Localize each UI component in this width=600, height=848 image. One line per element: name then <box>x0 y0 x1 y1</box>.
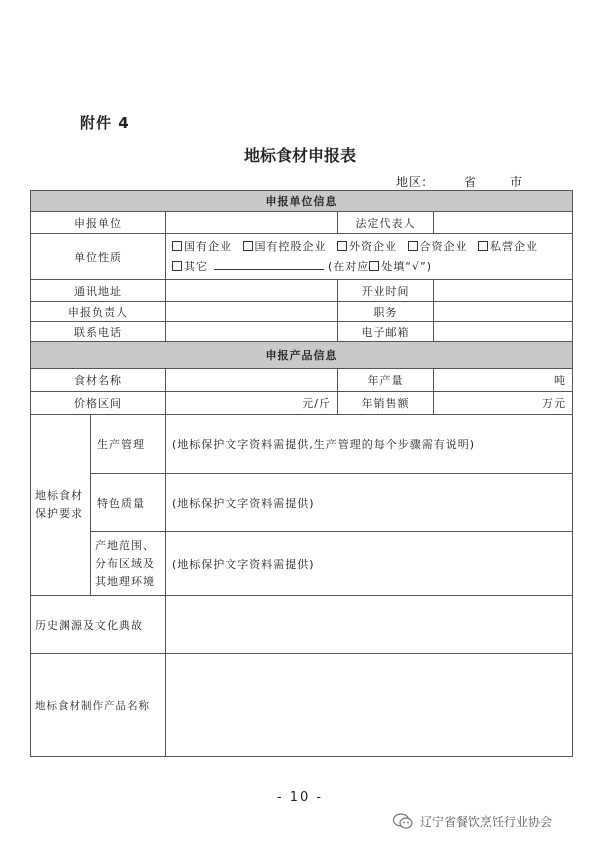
checkbox-icon[interactable] <box>172 241 182 251</box>
table-row <box>31 532 573 596</box>
table-row <box>31 234 573 280</box>
table-row <box>31 302 573 322</box>
annual-output-field[interactable]: 吨 <box>434 369 573 392</box>
region-label: 地区: <box>396 175 428 189</box>
unit-nature-label: 单位性质 <box>31 234 166 280</box>
products-label: 地标食材制作产品名称 <box>31 654 166 757</box>
legal-rep-label: 法定代表人 <box>338 212 434 234</box>
option-state-holding[interactable]: 国有控股企业 <box>243 240 327 253</box>
province-label: 省 <box>464 175 478 189</box>
option-joint[interactable]: 合资企业 <box>408 240 468 253</box>
contact-person-field[interactable] <box>166 302 338 322</box>
table-row <box>31 654 573 757</box>
annual-sales-label: 年销售额 <box>338 392 434 415</box>
checkbox-icon[interactable] <box>478 241 488 251</box>
application-form-table <box>30 190 573 757</box>
email-label: 电子邮箱 <box>338 322 434 342</box>
position-label: 职务 <box>338 302 434 322</box>
section-title: 申报产品信息 <box>31 342 573 369</box>
wechat-icon <box>392 812 414 830</box>
opening-time-label: 开业时间 <box>338 280 434 302</box>
address-label: 通讯地址 <box>31 280 166 302</box>
contact-person-label: 申报负责人 <box>31 302 166 322</box>
option-state-owned[interactable]: 国有企业 <box>172 240 232 253</box>
production-mgmt-field[interactable]: (地标保护文字资料需提供,生产管理的每个步骤需有说明) <box>166 415 573 474</box>
address-field[interactable] <box>166 280 338 302</box>
attachment-label: 附件 4 <box>80 114 130 132</box>
other-hint-pre: (在对应 <box>328 259 370 273</box>
area-label: 产地范围、分布区域及其地理环境 <box>91 532 166 596</box>
other-hint-post: 处填“√”) <box>381 259 432 273</box>
table-row <box>31 322 573 342</box>
quality-field[interactable]: (地标保护文字资料需提供) <box>166 474 573 532</box>
table-row <box>31 369 573 392</box>
city-label: 市 <box>510 175 524 189</box>
section-header-product-info <box>31 342 573 369</box>
checkbox-icon[interactable] <box>243 241 253 251</box>
history-field[interactable] <box>166 596 573 654</box>
annual-output-label: 年产量 <box>338 369 434 392</box>
area-field[interactable]: (地标保护文字资料需提供) <box>166 532 573 596</box>
page-number: - 10 - <box>276 790 324 805</box>
checkbox-icon[interactable] <box>172 261 182 271</box>
position-field[interactable] <box>434 302 573 322</box>
form-title: 地标食材申报表 <box>243 146 356 165</box>
table-row <box>31 415 573 474</box>
product-name-field[interactable] <box>166 369 338 392</box>
unit-nature-options <box>166 234 573 280</box>
section-header-unit-info <box>31 191 573 212</box>
products-field[interactable] <box>166 654 573 757</box>
option-other[interactable]: 其它 <box>172 260 208 273</box>
price-range-label: 价格区间 <box>31 392 166 415</box>
section-title: 申报单位信息 <box>31 191 573 212</box>
option-private[interactable]: 私营企业 <box>478 240 538 253</box>
applicant-unit-field[interactable] <box>166 212 338 234</box>
applicant-unit-label: 申报单位 <box>31 212 166 234</box>
watermark-text: 辽宁省餐饮烹饪行业协会 <box>420 814 553 829</box>
phone-field[interactable] <box>166 322 338 342</box>
legal-rep-field[interactable] <box>434 212 573 234</box>
production-mgmt-label: 生产管理 <box>91 415 166 474</box>
watermark <box>392 812 552 830</box>
checkbox-icon[interactable] <box>408 241 418 251</box>
table-row <box>31 596 573 654</box>
price-range-field[interactable]: 元/斤 <box>166 392 338 415</box>
checkbox-icon[interactable] <box>337 241 347 251</box>
table-row <box>31 280 573 302</box>
email-field[interactable] <box>434 322 573 342</box>
quality-label: 特色质量 <box>91 474 166 532</box>
table-row <box>31 392 573 415</box>
checkbox-icon <box>369 261 379 271</box>
annual-sales-field[interactable]: 万元 <box>434 392 573 415</box>
history-label: 历史渊源及文化典故 <box>31 596 166 654</box>
other-blank-field[interactable] <box>214 259 324 270</box>
phone-label: 联系电话 <box>31 322 166 342</box>
protection-req-label: 地标食材保护要求 <box>31 415 91 596</box>
table-row <box>31 212 573 234</box>
option-foreign[interactable]: 外资企业 <box>337 240 397 253</box>
product-name-label: 食材名称 <box>31 369 166 392</box>
table-row <box>31 474 573 532</box>
opening-time-field[interactable] <box>434 280 573 302</box>
